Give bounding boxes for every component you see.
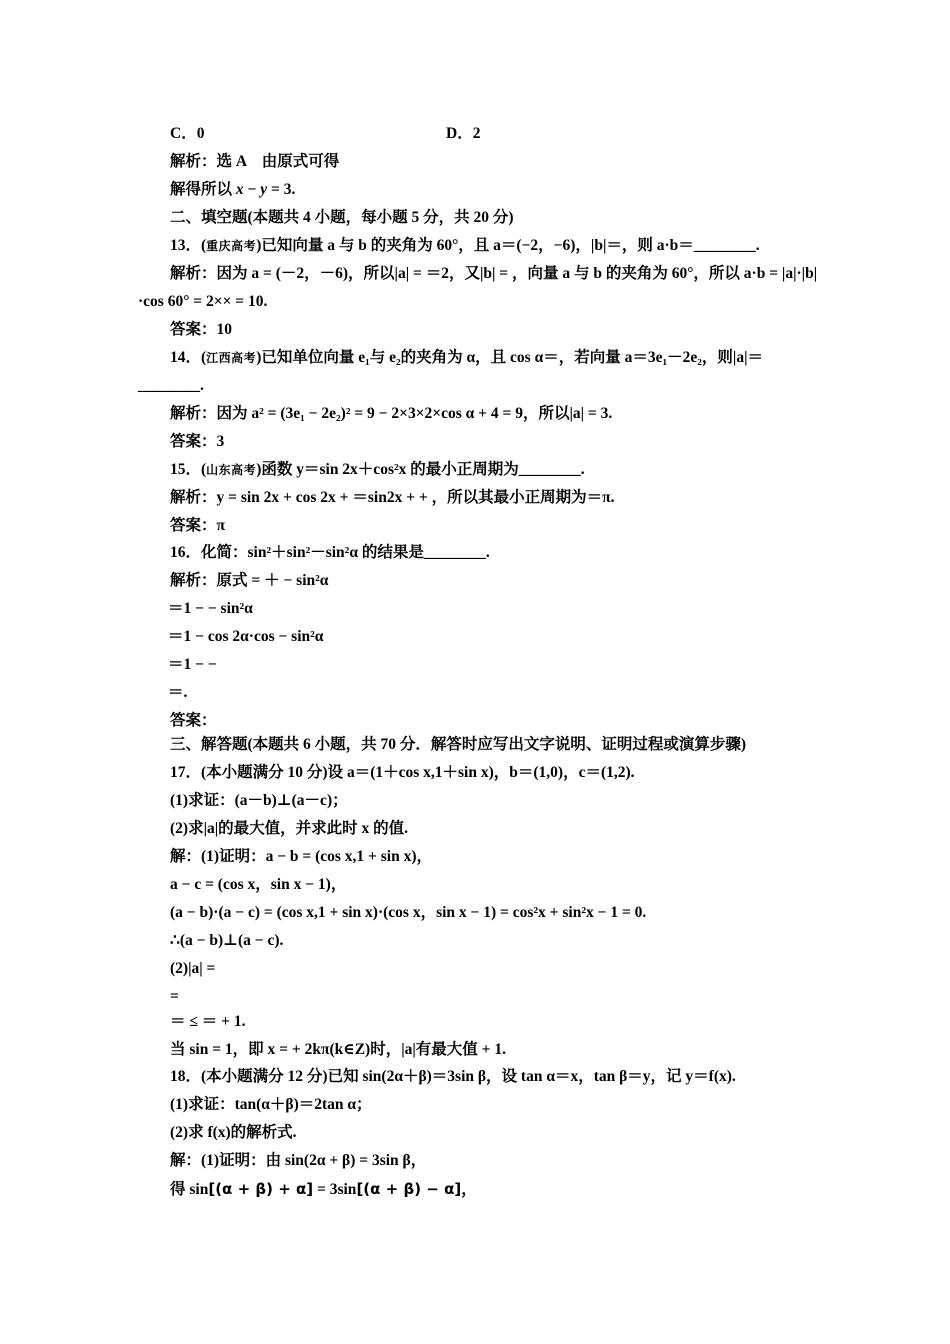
solution-line: a − c = (cos x，sin x − 1)，: [170, 876, 347, 893]
answer-line: 答案：3: [170, 433, 225, 450]
derivation-step: ＝1 − cos 2α·cos − sin²α: [168, 628, 324, 645]
question-16: 16．化简：sin²＋sin²－sin²α 的结果是________.: [170, 544, 490, 561]
sub-question: (1)求证：tan(α＋β)＝2tan α；: [170, 1096, 372, 1113]
analysis-line: 解析：因为 a² = (3e₁ − 2e₂)² = 9 − 2×3×2×cos α + 4 = 9，所以|a| = 3.: [170, 405, 613, 422]
analysis-line: ·cos 60° = 2×× = 10.: [138, 293, 268, 310]
analysis-line: 解析：选 A 由原式可得: [170, 153, 340, 170]
answer-line: 答案：: [170, 712, 217, 729]
solution-line: 解得所以 x − y = 3.: [170, 181, 296, 198]
question-14: 14．(江西高考)已知单位向量 e₁与 e₂的夹角为 α，且 cos α＝，若向量 a＝3e₁－2e₂，则|a|＝: [170, 349, 763, 366]
solution-line: 当 sin = 1，即 x = + 2kπ(k∈Z)时，|a|有最大值 + 1.: [170, 1041, 506, 1058]
derivation-step: ＝1 − − sin²α: [168, 600, 253, 617]
question-15: 15．(山东高考)函数 y＝sin 2x＋cos²x 的最小正周期为________.: [170, 461, 585, 478]
question-18: 18．(本小题满分 12 分)已知 sin(2α＋β)＝3sin β，设 tan α＝x，tan β＝y，记 y＝f(x).: [170, 1068, 736, 1085]
section-heading-solutions: 三、解答题(本题共 6 小题，共 70 分．解答时应写出文字说明、证明过程或演算步骤): [170, 736, 747, 753]
analysis-line: 解析：y = sin 2x + cos 2x + ＝sin2x + + ，所以其最小正周期为＝π.: [170, 489, 615, 506]
solution-line: 得 sin[(α + β) + α] = 3sin[(α + β) − α]，: [170, 1180, 477, 1198]
question-13: 13．(重庆高考)已知向量 a 与 b 的夹角为 60°，且 a＝(−2，−6)，|b|＝，则 a·b＝________.: [170, 237, 760, 254]
solution-line: (a − b)·(a − c) = (cos x,1 + sin x)·(cos x，sin x − 1) = cos²x + sin²x − 1 = 0.: [170, 904, 647, 921]
blank-line: ________.: [138, 377, 204, 394]
solution-line: =: [170, 988, 179, 1005]
analysis-line: 解析：因为 a = (－2，－6)，所以|a| = ＝2，又|b| = ，向量 a 与 b 的夹角为 60°，所以 a·b = |a|·|b|: [170, 265, 818, 282]
source-tag: 重庆高考: [206, 239, 257, 253]
solution-line: (2)|a| =: [170, 960, 216, 977]
source-tag: 山东高考: [206, 463, 257, 477]
sub-question: (2)求|a|的最大值，并求此时 x 的值.: [170, 820, 409, 837]
answer-line: 答案：10: [170, 321, 233, 338]
sub-question: (1)求证：(a－b)⊥(a－c)；: [170, 792, 348, 809]
source-tag: 江西高考: [206, 351, 257, 365]
solution-line: ∴(a − b)⊥(a − c).: [170, 932, 284, 949]
sub-question: (2)求 f(x)的解析式.: [170, 1124, 297, 1141]
derivation-step: ＝.: [168, 684, 188, 701]
derivation-step: ＝1 − −: [168, 656, 217, 673]
option-d: D．2: [446, 125, 481, 142]
solution-line: 解：(1)证明：由 sin(2α + β) = 3sin β，: [170, 1152, 427, 1169]
analysis-line: 解析：原式 = ＋ − sin²α: [170, 572, 329, 589]
solution-line: 解：(1)证明：a − b = (cos x,1 + sin x)，: [170, 848, 433, 865]
option-c: C．0: [170, 125, 205, 142]
section-heading-fill-in: 二、填空题(本题共 4 小题，每小题 5 分，共 20 分): [170, 209, 514, 226]
question-17: 17．(本小题满分 10 分)设 a＝(1＋cos x,1＋sin x)，b＝(1,0)，c＝(1,2).: [170, 764, 635, 781]
solution-line: ＝ ≤ ＝ + 1.: [170, 1013, 246, 1030]
answer-line: 答案：π: [170, 517, 225, 534]
